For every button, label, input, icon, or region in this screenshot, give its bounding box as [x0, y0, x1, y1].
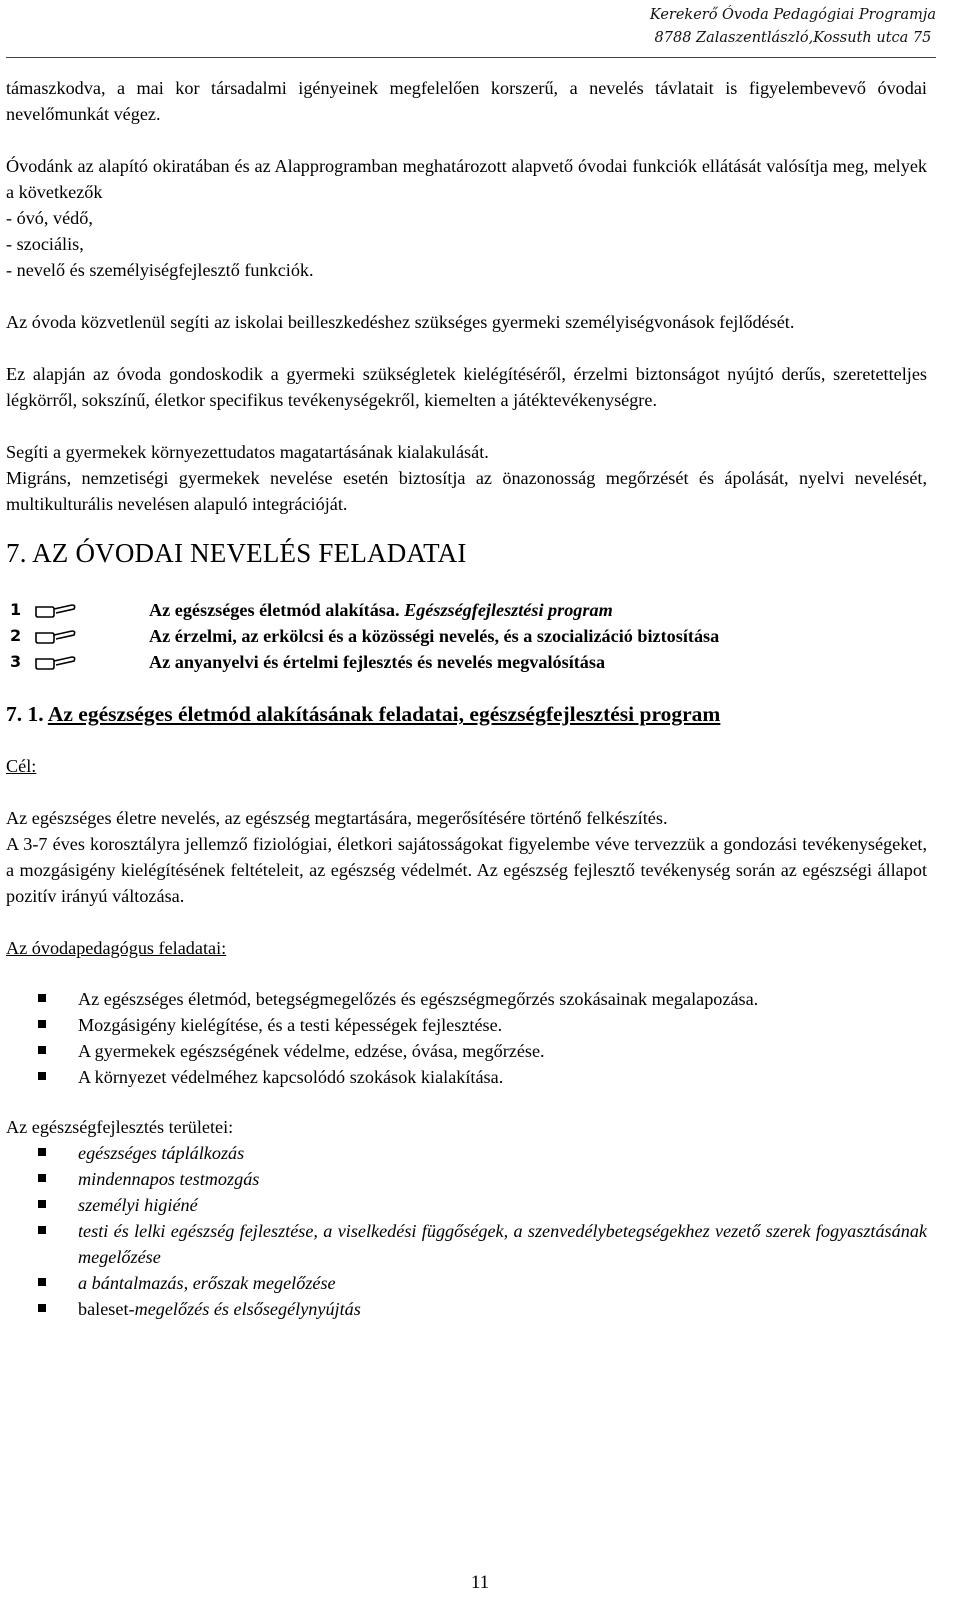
list-item-text: testi és lelki egészség fejlesztése, a viselkedési függőségek, a szenvedélybetegségekhez vezető szerek fogyasztásának megelőzése	[78, 1221, 927, 1267]
list-item	[6, 1192, 927, 1218]
task-item-3	[8, 649, 928, 675]
square-bullet-icon	[38, 1226, 46, 1234]
section-7-1-heading	[6, 702, 720, 727]
section-7-1-title: Az egészséges életmód alakításának feladatai, egészségfejlesztési program	[47, 702, 721, 726]
pointing-hand-icon	[34, 627, 100, 645]
square-bullet-icon	[38, 1046, 46, 1054]
square-bullet-icon	[38, 994, 46, 1002]
square-bullet-icon	[38, 1174, 46, 1182]
list-item-text: egészséges táplálkozás	[78, 1143, 245, 1163]
intro-paragraph-2	[6, 153, 927, 283]
task-item-1	[8, 597, 928, 623]
square-bullet-icon	[38, 1200, 46, 1208]
square-bullet-icon	[38, 1072, 46, 1080]
task-text-3: Az anyanyelvi és értelmi fejlesztés és nevelés megvalósítása	[149, 652, 606, 672]
list-item	[6, 1038, 927, 1064]
list-item	[6, 1296, 927, 1322]
goal-paragraph-1: Az egészséges életre nevelés, az egészség megtartására, megerősítésére történő felkészítés.	[6, 808, 668, 828]
list-item	[6, 986, 927, 1012]
teacher-tasks-label: Az óvodapedagógus feladatai:	[6, 938, 227, 958]
list-item	[6, 1140, 927, 1166]
list-item-text: mindennapos testmozgás	[78, 1169, 260, 1189]
intro-paragraph-3: Az óvoda közvetlenül segíti az iskolai beilleszkedéshez szükséges gyermeki személyiségvonások fejlődését.	[6, 312, 795, 332]
page-number: 11	[470, 1572, 490, 1593]
teacher-tasks-list	[6, 986, 927, 1090]
task-text-1	[149, 597, 613, 623]
goal-label: Cél:	[6, 756, 37, 776]
task-text-1-main: Az egészséges életmód alakítása.	[149, 600, 405, 620]
list-item-text-italic: megelőzés és elsősegélynyújtás	[134, 1299, 361, 1319]
health-areas-label: Az egészségfejlesztés területei:	[6, 1117, 234, 1137]
intro-paragraph-1: támaszkodva, a mai kor társadalmi igényeinek megfelelően korszerű, a nevelés távlatait is figyelembevevő óvodai nevelőmunkát végez.	[6, 78, 927, 124]
intro-paragraph-6: Migráns, nemzetiségi gyermekek nevelése esetén biztosítja az önazonosság megőrzését és ápolását, nyelvi nevelését, multikulturális nevelésen alapuló integrációját.	[6, 468, 927, 514]
task-item-2	[8, 623, 928, 649]
function-item-2: - szociális,	[6, 234, 84, 254]
task-number-2: 2	[10, 626, 22, 645]
section-7-1-number: 7. 1.	[6, 702, 48, 726]
list-item-text: személyi higiéné	[78, 1195, 198, 1215]
header-divider	[6, 57, 936, 58]
list-item	[6, 1064, 927, 1090]
health-areas-list	[6, 1140, 927, 1322]
square-bullet-icon	[38, 1278, 46, 1286]
section-7-task-list	[8, 597, 928, 675]
square-bullet-icon	[38, 1020, 46, 1028]
functions-intro-line: Óvodánk az alapító okiratában és az Alapprogramban meghatározott alapvető óvodai funkciók ellátását valósítja meg, melyek a következők	[6, 156, 927, 202]
task-number-1: 1	[10, 600, 22, 619]
list-item-text-plain: baleset-	[78, 1299, 135, 1319]
intro-paragraph-5: Segíti a gyermekek környezettudatos magatartásának kialakulását.	[6, 442, 489, 462]
list-item-text: Mozgásigény kielégítése, és a testi képességek fejlesztése.	[78, 1015, 503, 1035]
square-bullet-icon	[38, 1304, 46, 1312]
page-header	[650, 4, 936, 50]
square-bullet-icon	[38, 1148, 46, 1156]
list-item	[6, 1012, 927, 1038]
intro-paragraph-4: Ez alapján az óvoda gondoskodik a gyermeki szükségletek kielégítéséről, érzelmi biztonságot nyújtó derűs, szeretetteljes légkörről, sokszínű, életkor specifikus tevékenységekről, kiemelten a játéktevékenységre.	[6, 364, 927, 410]
list-item	[6, 1218, 927, 1270]
header-school-name: Kerekerő Óvoda Pedagógiai Programja	[649, 7, 936, 23]
pointing-hand-icon	[34, 601, 100, 619]
task-text-2: Az érzelmi, az erkölcsi és a közösségi nevelés, és a szocializáció biztosítása	[149, 626, 720, 646]
list-item-text: Az egészséges életmód, betegségmegelőzés és egészségmegőrzés szokásainak megalapozása.	[78, 989, 759, 1009]
section-7-heading: 7. AZ ÓVODAI NEVELÉS FELADATAI	[6, 538, 467, 568]
list-item-text: A gyermekek egészségének védelme, edzése, óvása, megőrzése.	[78, 1041, 545, 1061]
list-item-text: a bántalmazás, erőszak megelőzése	[78, 1273, 336, 1293]
list-item	[6, 1270, 927, 1296]
pointing-hand-icon	[34, 653, 100, 671]
list-item-text: A környezet védelméhez kapcsolódó szokások kialakítása.	[78, 1067, 504, 1087]
header-address: 8788 Zalaszentlászló,Kossuth utca 75	[654, 30, 932, 46]
function-item-3: - nevelő és személyiségfejlesztő funkciók.	[6, 260, 314, 280]
task-text-1-italic: Egészségfejlesztési program	[404, 600, 613, 620]
list-item	[6, 1166, 927, 1192]
goal-paragraph-2: A 3-7 éves korosztályra jellemző fiziológiai, életkori sajátosságokat figyelembe véve tervezzük a gondozási tevékenységeket, a mozgásigény kielégítésének feltételeit, az egészség védelmét. Az egészség fejlesztő tevékenység során az egészségi állapot pozitív irányú változása.	[6, 834, 927, 906]
function-item-1: - óvó, védő,	[6, 208, 93, 228]
task-number-3: 3	[10, 652, 22, 671]
